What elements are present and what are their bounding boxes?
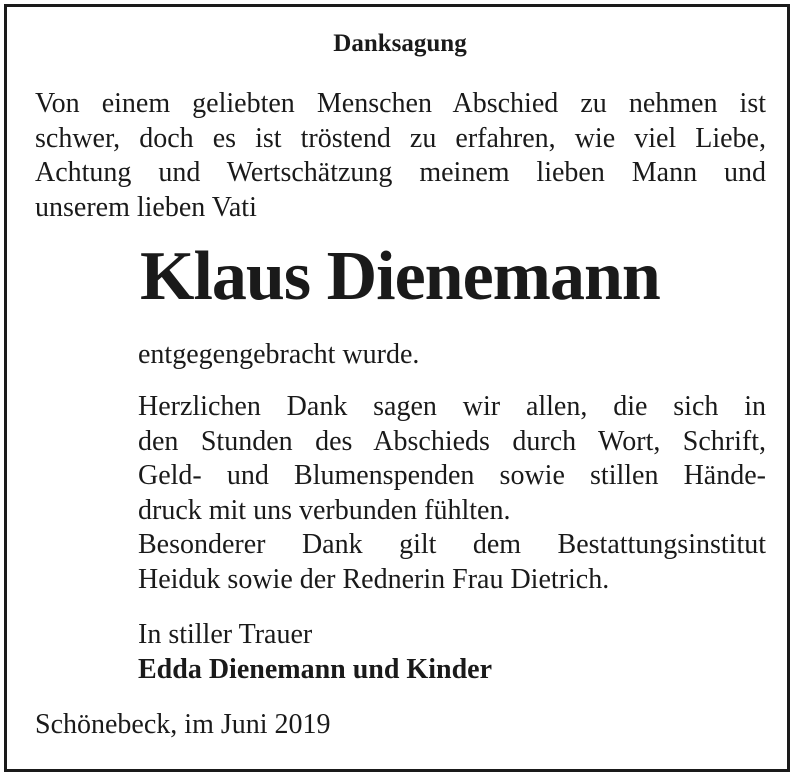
mourners-names: Edda Dienemann und Kinder [138,653,492,685]
notice-heading: Danksagung [333,30,467,57]
thanks-line: Herzlichen Dank sagen wir allen, die sich in [138,391,766,422]
intro-paragraph [35,87,766,225]
thanks-paragraph [138,390,766,597]
thanks-line: druck mit uns verbunden fühlten. [138,494,511,526]
place-date: Schönebeck, im Juni 2019 [35,709,331,740]
received-paragraph [138,338,766,373]
thanks-line: den Stunden des Abschieds durch Wort, Schrift, [138,425,766,457]
intro-line: schwer, doch es ist tröstend zu erfahren, wie viel Liebe, [35,122,766,154]
thanks-line: Besonderer Dank gilt dem Bestattungsinstitut [138,529,766,560]
thanks-line: Geld- und Blumenspenden sowie stillen Hände- [138,460,766,491]
intro-line: Von einem geliebten Menschen Abschied zu nehmen ist [35,88,766,119]
mourning-line: In stiller Trauer [138,619,313,650]
mourning-block [138,618,766,687]
intro-line: unserem lieben Vati [35,191,257,223]
thanks-line: Heiduk sowie der Rednerin Frau Dietrich. [138,563,610,595]
deceased-name: Klaus Dienemann [140,238,660,315]
received-line: entgegengebracht wurde. [138,339,420,370]
intro-line: Achtung und Wertschätzung meinem lieben Mann und [35,157,766,188]
